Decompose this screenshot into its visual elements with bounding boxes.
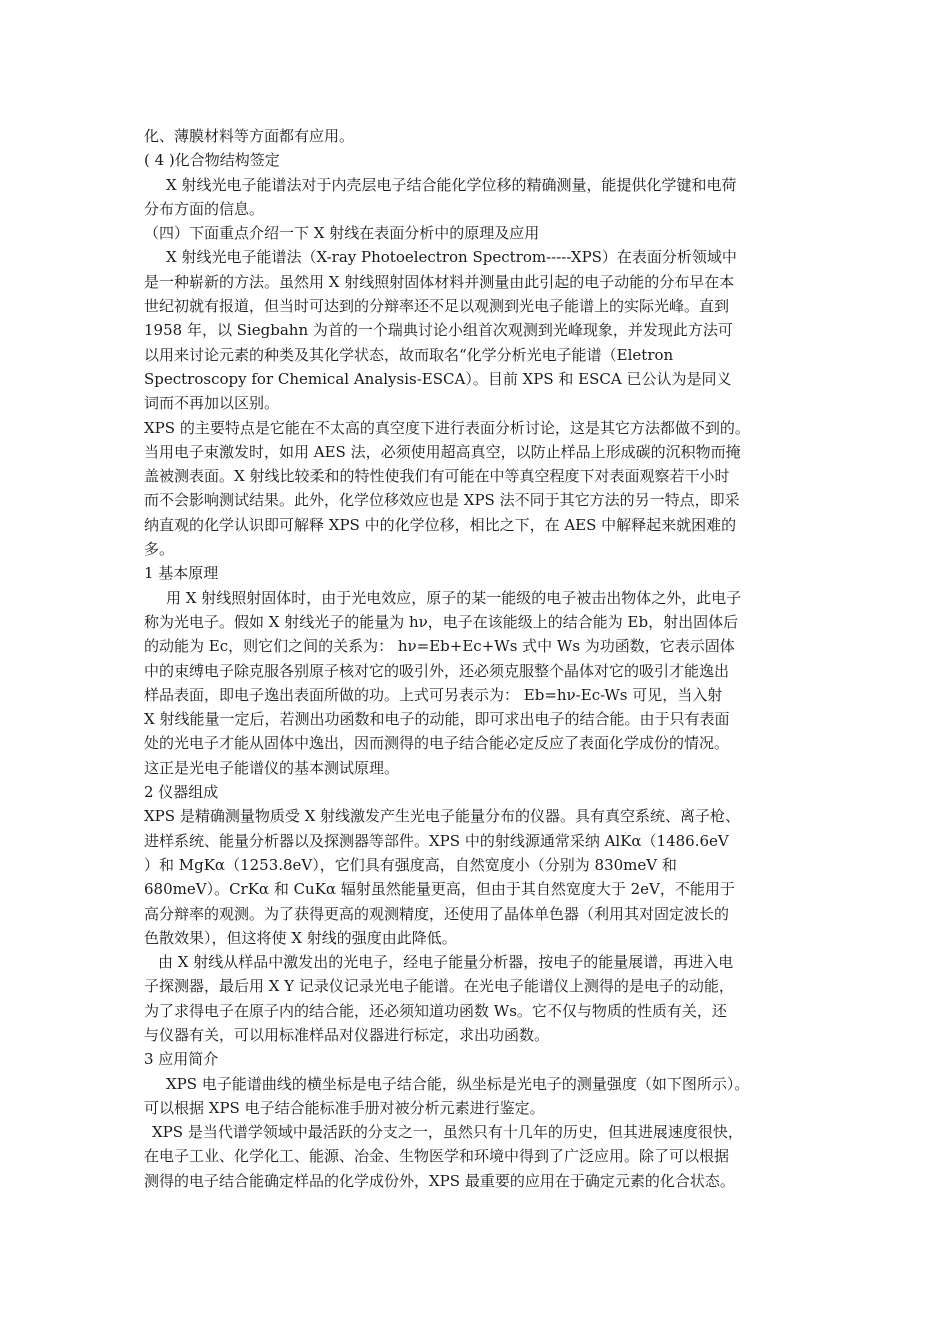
text-line: 处的光电子才能从固体中逸出，因而测得的电子结合能必定反应了表面化学成份的情况。 [144,734,730,753]
text-line: 化、薄膜材料等方面都有应用。 [144,127,355,145]
text-line: 多。 [144,540,175,559]
text-line: 以用来讨论元素的种类及其化学状态，故而取名“化学分析光电子能谱（Eletron [144,345,674,364]
document-body [144,124,816,1193]
text-line: 由 X 射线从样品中激发出的光电子，经电子能量分析器，按电子的能量展谱，再进入电 [158,953,734,972]
text-line: ( 4 )化合物结构签定 [144,151,280,170]
text-line: X 射线光电子能谱法（X-ray Photoelectron Spectrom-----XPS）在表面分析领域中 [166,248,737,267]
text-line: XPS 电子能谱曲线的横坐标是电子结合能，纵坐标是光电子的测量强度（如下图所示）。 [166,1074,750,1093]
text-line: Spectroscopy for Chemical Analysis-ESCA）。目前 XPS 和 ESCA 已公认为是同义 [144,369,732,388]
text-line: 测得的电子结合能确定样品的化学成份外，XPS 最重要的应用在于确定元素的化合状态。 [144,1171,735,1190]
text-line: （四）下面重点介绍一下 X 射线在表面分析中的原理及应用 [144,224,540,243]
text-line: 这正是光电子能谱仪的基本测试原理。 [144,758,400,777]
text-line: 用 X 射线照射固体时，由于光电效应，原子的某一能级的电子被击出物体之外，此电子 [166,588,742,607]
text-line: 2 仪器组成 [144,783,219,802]
text-line: 子探测器，最后用 X Y 记录仪记录光电子能谱。在光电子能谱仪上测得的是电子的动能， [144,977,734,996]
text-line: XPS 是当代谱学领域中最活跃的分支之一，虽然只有十几年的历史，但其进展速度很快， [152,1123,743,1142]
text-line: 世纪初就有报道，但当时可达到的分辩率还不足以观测到光电子能谱上的实际光峰。直到 [144,297,730,316]
text-line: 中的束缚电子除克服各别原子核对它的吸引外，还必须克服整个晶体对它的吸引才能逸出 [144,661,730,680]
text-line: 盖被测表面。X 射线比较柔和的特性使我们有可能在中等真空程度下对表面观察若干小时 [144,467,730,486]
text-line: 可以根据 XPS 电子结合能标准手册对被分析元素进行鉴定。 [144,1098,545,1117]
text-line: 当用电子束激发时，如用 AES 法，必须使用超高真空，以防止样品上形成碳的沉积物而掩 [144,442,741,461]
text-line: X 射线光电子能谱法对于内壳层电子结合能化学位移的精确测量，能提供化学键和电荷 [166,175,737,194]
text-line: XPS 是精确测量物质受 X 射线激发产生光电子能量分布的仪器。具有真空系统、离子枪、 [144,807,741,826]
text-line: 词而不再加以区别。 [144,394,280,413]
text-line: 在电子工业、化学化工、能源、冶金、生物医学和环境中得到了广泛应用。除了可以根据 [144,1147,730,1166]
text-line: 高分辩率的观测。为了获得更高的观测精度，还使用了晶体单色器（利用其对固定波长的 [144,904,730,923]
text-line: 色散效果），但这将使 X 射线的强度由此降低。 [144,928,457,947]
text-line: 进样系统、能量分析器以及探测器等部件。XPS 中的射线源通常采纳 AlKα（1486.6eV [144,831,729,850]
text-line: 是一种崭新的方法。虽然用 X 射线照射固体材料并测量由此引起的电子动能的分布早在本 [144,272,735,291]
text-line: 3 应用简介 [144,1050,219,1069]
text-line: 为了求得电子在原子内的结合能，还必须知道功函数 Ws。它不仅与物质的性质有关，还 [144,1001,727,1020]
text-line: XPS 的主要特点是它能在不太高的真空度下进行表面分析讨论，这是其它方法都做不到的。 [144,418,750,437]
text-line: 与仪器有关，可以用标准样品对仪器进行标定，求出功函数。 [144,1025,550,1044]
text-line: 分布方面的信息。 [144,199,265,218]
text-line: 纳直观的化学认识即可解释 XPS 中的化学位移，相比之下，在 AES 中解释起来就困难的 [144,515,737,534]
text-line: 680meV）。CrKα 和 CuKα 辐射虽然能量更高，但由于其自然宽度大于 2eV，不能用于 [144,880,735,899]
text-line: 1958 年，以 Siegbahn 为首的一个瑞典讨论小组首次观测到光峰现象，并发现此方法可 [144,321,733,340]
text-line: 的动能为 Ec，则它们之间的关系为： hν=Eb+Ec+Ws 式中 Ws 为功函数，它表示固体 [144,637,735,656]
text-line: ）和 MgKα（1253.8eV），它们具有强度高，自然宽度小（分别为 830meV 和 [144,855,677,874]
text-line: X 射线能量一定后，若测出功函数和电子的动能，即可求出电子的结合能。由于只有表面 [144,710,730,729]
text-line: 样品表面，即电子逸出表面所做的功。上式可另表示为： Eb=hν-Ec-Ws 可见，当入射 [144,685,723,704]
text-line: 称为光电子。假如 X 射线光子的能量为 hν，电子在该能级上的结合能为 Eb，射出固体后 [144,612,739,631]
text-line: 1 基本原理 [144,564,219,583]
text-line: 而不会影响测试结果。此外，化学位移效应也是 XPS 法不同于其它方法的另一特点，即采 [144,491,740,510]
